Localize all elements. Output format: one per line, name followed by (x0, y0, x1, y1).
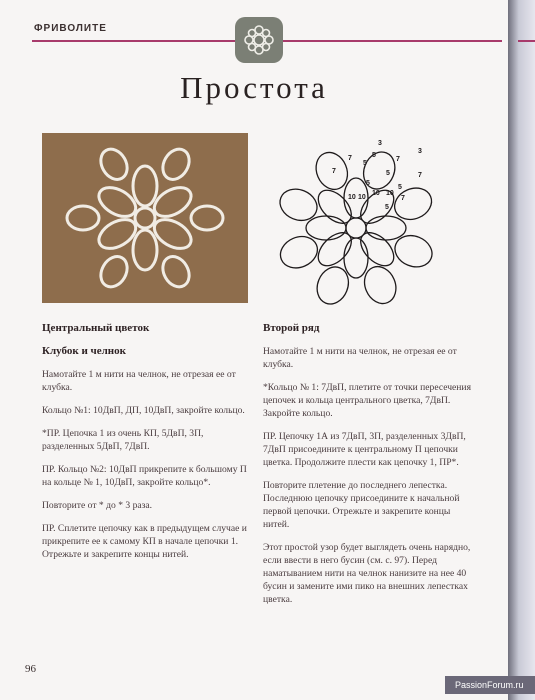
instruction-paragraph: Повторите плетение до последнего лепестка. Последнюю цепочку присоедините к начальной первой цепочки. Отрежьте и закрепите концы нитей. (263, 480, 460, 530)
pattern-diagram (268, 133, 448, 305)
instruction-paragraph: ПР. Кольцо №2: 10ДвП прикрепите к большому П на кольце № 1, 10ДвП, закройте кольцо*. (42, 464, 247, 488)
diagram-number: 7 (401, 195, 405, 202)
diagram-number: 5 (372, 152, 376, 159)
left-column (42, 322, 250, 571)
diagram-number: 5 (386, 170, 390, 177)
book-spine (508, 0, 535, 700)
diagram-number: 10 (358, 194, 366, 201)
instruction-paragraph: Намотайте 1 м нити на челнок, не отрезая ее от клубка. (263, 346, 457, 370)
diagram-number: 7 (418, 172, 422, 179)
instruction-paragraph: Этот простой узор будет выглядеть очень нарядно, если ввести в него бусин (см. с. 97). Перед наматыванием нити на челнок нанизите на нее 40 бусин и замените ими пико на внешних лепестках цветка. (263, 542, 471, 605)
diagram-number: 10 (372, 190, 380, 197)
diagram-number: 3 (378, 140, 382, 147)
page-title: Простота (180, 70, 328, 105)
instruction-paragraph: Кольцо №1: 10ДвП, ДП, 10ДвП, закройте кольцо. (42, 405, 245, 416)
instruction-paragraph: ПР. Цепочку 1А из 7ДвП, 3П, разделенных 3ДвП, 7ДвП присоедините к центральному П цепочки цветка. Продолжите плести как цепочку 1, ПР*. (263, 431, 466, 468)
lace-photo (42, 133, 248, 303)
watermark: PassionForum.ru (455, 680, 524, 690)
diagram-number: 7 (396, 156, 400, 163)
section-subheading: Клубок и челнок (42, 345, 126, 357)
facing-page-rule (518, 40, 535, 42)
diagram-number: 7 (348, 155, 352, 162)
instruction-paragraph: Намотайте 1 м нити на челнок, не отрезая ее от клубка. (42, 369, 236, 393)
diagram-number: 5 (366, 180, 370, 187)
section-heading: Второй ряд (263, 322, 320, 334)
right-column (263, 322, 478, 616)
instruction-paragraph: *ПР. Цепочка 1 из очень КП, 5ДвП, 3П, разделенных 5ДвП, 7ДвП. (42, 428, 204, 452)
instruction-paragraph: ПР. Сплетите цепочку как в предыдущем случае и прикрепите ее к самому КП в начале цепочки 1. Отрежьте и закрепите концы нитей. (42, 523, 247, 560)
diagram-number: 3 (418, 148, 422, 155)
diagram-number: 5 (385, 204, 389, 211)
diagram-number: 10 (386, 190, 394, 197)
page-number: 96 (25, 663, 36, 675)
diagram-number: 10 (348, 194, 356, 201)
section-heading: Центральный цветок (42, 322, 150, 334)
diagram-number: 7 (332, 168, 336, 175)
instruction-paragraph: *Кольцо № 1: 7ДвП, плетите от точки пересечения цепочек и кольца центрального цветка, 7ДвП. Закройте кольцо. (263, 382, 471, 419)
diagram-number: 5 (398, 184, 402, 191)
diagram-number: 5 (363, 160, 367, 167)
instruction-paragraph: Повторите от * до * 3 раза. (42, 500, 153, 511)
section-label: ФРИВОЛИТЕ (34, 23, 107, 34)
lace-emblem-icon (235, 17, 283, 63)
